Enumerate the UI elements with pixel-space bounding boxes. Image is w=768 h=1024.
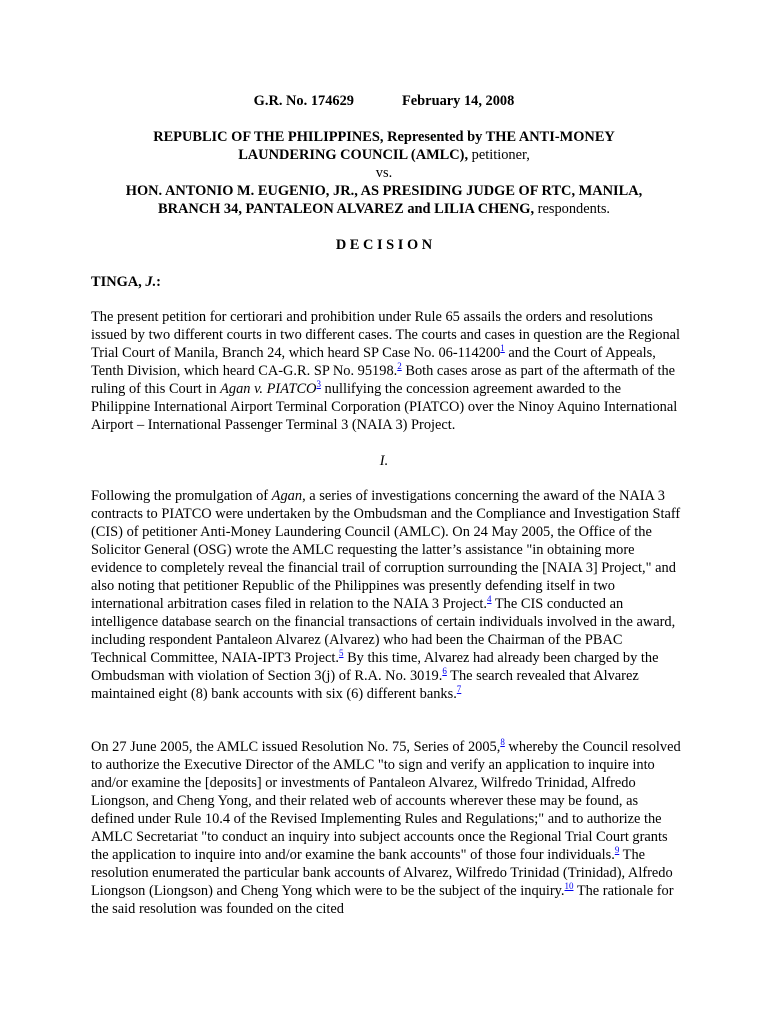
footnote-6-link[interactable]: 6	[442, 666, 447, 677]
footnote-2-link[interactable]: 2	[397, 361, 402, 372]
respondent-name: BRANCH 34, PANTALEON ALVAREZ and LILIA CHENG,	[157, 201, 535, 217]
footnote-3-link[interactable]: 3	[316, 379, 321, 390]
petitioner-line-2	[0, 146, 768, 164]
footnote-5-link[interactable]: 5	[338, 648, 344, 659]
section-numeral: I.	[379, 453, 389, 469]
petitioner-name: LAUNDERING COUNCIL (AMLC),	[238, 147, 469, 163]
footnote-10-link[interactable]: 10	[564, 881, 574, 892]
respondent-line-2	[0, 200, 768, 218]
paragraph-3: On 27 June 2005, the AMLC issued Resolution No. 75, Series of 2005,$^8$ whereby the Council resolved to authorize the Executive Director of the AMLC "to sign and verify an application to inquire into and/or examine the [deposits] or investments of Pantaleon Alvarez, Wilfredo Trinidad, Alfredo Liongson, and Cheng Yong, and their related web of accounts wherever these may be found, as defined under Rule 10.4 of the Revised Implementing Rules and Regulations;" and to authorize the AMLC Secretariat "to conduct an inquiry into subject accounts once the Regional Trial Court grants the application to inquire into and/or examine the bank accounts" of those four individuals.$^9$ The resolution enumerated the particular bank accounts of Alvarez, Wilfredo Trinidad (Trinidad), Alfredo Liongson (Liongson) and Cheng Yong which were to be the subject of the inquiry.$^{10}$ The rationale for the said resolution was founded on the cited	[91, 737, 681, 917]
paragraph-2: Following the promulgation of Agan, a series of investigations concerning the award of the NAIA 3 contracts to PIATCO were undertaken by the Ombudsman and the Compliance and Investigation Staff (CIS) of petitioner Anti-Money Laundering Council (AMLC). On 24 May 2005, the Office of the Solicitor General (OSG) wrote the AMLC requesting the latter’s assistance "in obtaining more evidence to completely reveal the financial trail of corruption surrounding the [NAIA 3] Project," and also noting that petitioner Republic of the Philippines was presently defending itself in two international arbitration cases filed in relation to the NAIA 3 Project.$^4$ The CIS conducted an intelligence database search on the financial transactions of certain individuals involved in the award, including respondent Pantaleon Alvarez (Alvarez) who had been the Chairman of the PBAC Technical Committee, NAIA-IPT3 Project.$^5$ By this time, Alvarez had already been charged by the Ombudsman with violation of Section 3(j) of R.A. No. 3019.$^6$ The search revealed that Alvarez maintained eight (8) bank accounts with six (6) different banks.$^7$	[91, 488, 681, 702]
footnote-9-link[interactable]: 9	[614, 845, 620, 856]
parties-block	[0, 128, 768, 218]
petitioner-line-1: REPUBLIC OF THE PHILIPPINES, Represented by THE ANTI-MONEY	[153, 129, 615, 145]
decision-title: D E C I S I O N	[335, 237, 433, 253]
gr-number: G.R. No. 174629	[253, 93, 354, 109]
footnote-4-link[interactable]: 4	[487, 594, 492, 605]
respondent-line-1: HON. ANTONIO M. EUGENIO, JR., AS PRESIDING JUDGE OF RTC, MANILA,	[125, 183, 643, 199]
paragraph-1: The present petition for certiorari and prohibition under Rule 65 assails the orders and resolutions issued by two different courts in two different cases. The courts and cases in question are the Regional Trial Court of Manila, Branch 24, which heard SP Case No. 06-114200$^1$ and the Court of Appeals, Tenth Division, which heard CA-G.R. SP No. 95198.$^2$ Both cases arose as part of the aftermath of the ruling of this Court in Agan v. PIATCO$^3$ nullifying the concession agreement awarded to the Philippine International Airport Terminal Corporation (PIATCO) over the Ninoy Aquino International Airport – International Passenger Terminal 3 (NAIA 3) Project.	[91, 309, 681, 433]
footnote-7-link[interactable]: 7	[456, 684, 462, 695]
case-header	[0, 92, 768, 110]
case-citation: Agan v. PIATCO	[220, 381, 317, 397]
respondent-role: respondents.	[534, 201, 611, 217]
footnote-8-link[interactable]: 8	[500, 737, 505, 748]
footnote-1-link[interactable]: 1	[500, 343, 505, 354]
ponente: TINGA, J.:	[91, 274, 161, 290]
decision-date: February 14, 2008	[402, 93, 515, 109]
versus: vs.	[375, 165, 393, 181]
petitioner-role: petitioner,	[468, 147, 530, 163]
